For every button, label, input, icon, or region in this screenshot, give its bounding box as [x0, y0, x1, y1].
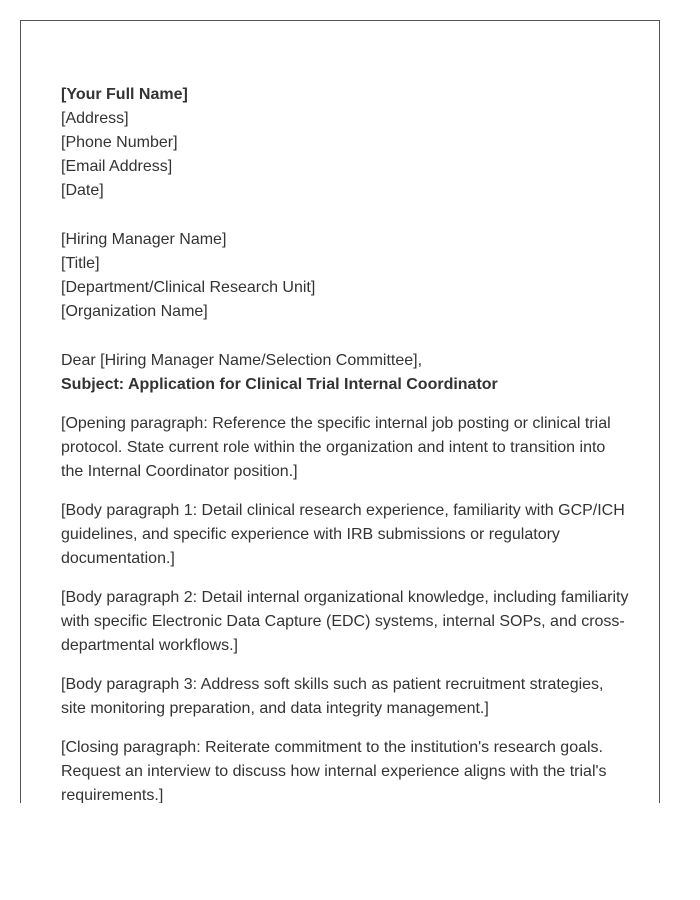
closing-paragraph: [Closing paragraph: Reiterate commitment to the institution's research goals. Request an interview to discuss how internal experience aligns with the trial's requirements.] [61, 739, 607, 803]
sender-email: [Email Address] [61, 158, 173, 175]
body-paragraph-3: [Body paragraph 3: Address soft skills such as patient recruitment strategies, site monitoring preparation, and data integrity management.] [61, 676, 604, 717]
letter-date: [Date] [61, 182, 104, 199]
recipient-name: [Hiring Manager Name] [61, 231, 227, 248]
spacer [61, 721, 631, 736]
body-paragraph-1: [Body paragraph 1: Detail clinical research experience, familiarity with GCP/ICH guidelines, and specific experience with IRB submissions or regulatory documentation.] [61, 502, 625, 567]
spacer [61, 203, 631, 228]
recipient-organization: [Organization Name] [61, 303, 208, 320]
spacer [61, 324, 631, 349]
recipient-department: [Department/Clinical Research Unit] [61, 279, 316, 296]
spacer [61, 658, 631, 673]
sender-phone: [Phone Number] [61, 134, 178, 151]
document-page [20, 20, 660, 803]
recipient-block [61, 228, 631, 324]
recipient-title: [Title] [61, 255, 100, 272]
spacer [61, 397, 631, 412]
sender-block [61, 83, 631, 203]
sender-name: [Your Full Name] [61, 86, 188, 103]
spacer [61, 484, 631, 499]
salutation: Dear [Hiring Manager Name/Selection Committee], [61, 352, 423, 369]
opening-paragraph: [Opening paragraph: Reference the specific internal job posting or clinical trial protocol. State current role within the organization and intent to transition into the Internal Coordinator position.] [61, 415, 611, 480]
spacer [61, 571, 631, 586]
body-paragraph-2: [Body paragraph 2: Detail internal organizational knowledge, including familiarity with specific Electronic Data Capture (EDC) systems, internal SOPs, and cross-departmental workflows.] [61, 589, 629, 654]
subject-line: Subject: Application for Clinical Trial Internal Coordinator [61, 376, 498, 393]
sender-address: [Address] [61, 110, 129, 127]
cover-letter-body [61, 83, 631, 803]
